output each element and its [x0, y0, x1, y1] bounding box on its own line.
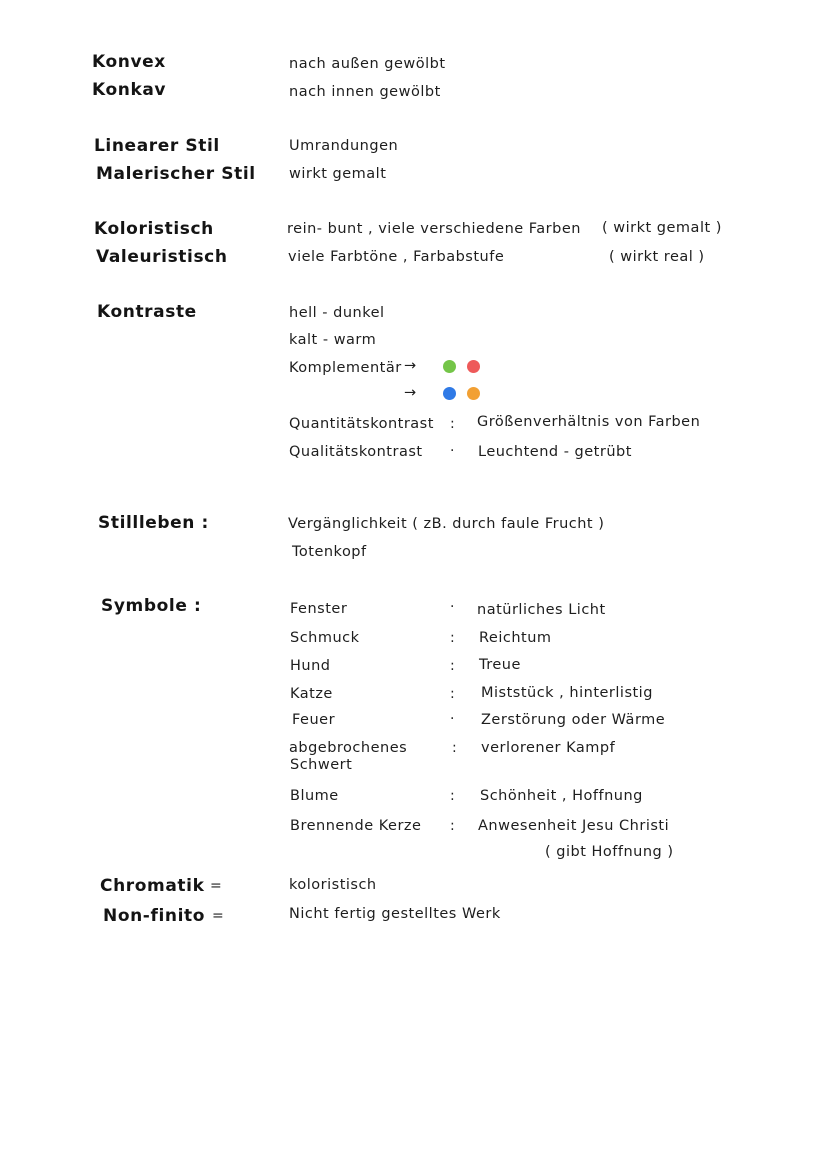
quantitaetskontrast-value: Größenverhältnis von Farben — [477, 414, 701, 430]
term-chromatik: Chromatik — [100, 876, 205, 896]
term-kontraste: Kontraste — [97, 302, 197, 322]
arrow-icon: → — [404, 385, 417, 401]
symbol-meaning-line-2: ( gibt Hoffnung ) — [545, 844, 674, 860]
qualitaetskontrast-label: Qualitätskontrast — [289, 444, 423, 460]
symbol-sep: : — [450, 686, 455, 702]
color-dot-red — [467, 360, 480, 373]
symbol-meaning: Anwesenheit Jesu Christi — [478, 818, 670, 834]
note-koloristisch: ( wirkt gemalt ) — [602, 220, 722, 236]
symbol-name: Hund — [290, 658, 331, 674]
def-konvex: nach außen gewölbt — [289, 56, 446, 72]
symbol-sep: : — [450, 818, 455, 834]
symbol-meaning: Zerstörung oder Wärme — [481, 712, 666, 728]
def-malerischer-stil: wirkt gemalt — [289, 166, 387, 182]
term-valeuristisch: Valeuristisch — [96, 247, 228, 267]
symbol-meaning: Reichtum — [479, 630, 552, 646]
symbol-meaning: natürliches Licht — [477, 602, 606, 618]
color-dot-orange — [467, 387, 480, 400]
stillleben-line-2: Totenkopf — [292, 544, 367, 560]
non-finito-sep: = — [212, 908, 224, 924]
term-linearer-stil: Linearer Stil — [94, 136, 220, 156]
term-non-finito: Non-finito — [103, 906, 206, 926]
quantitaetskontrast-sep: : — [450, 416, 455, 432]
symbol-meaning: Treue — [479, 657, 521, 673]
symbol-sep: : — [450, 658, 455, 674]
symbol-sep: : — [450, 788, 455, 804]
symbol-sep: · — [450, 599, 455, 615]
symbol-name: abgebrochenes — [289, 740, 408, 756]
symbol-meaning: verlorener Kampf — [481, 740, 616, 756]
kontrast-komplementaer: Komplementär — [289, 360, 402, 376]
note-valeuristisch: ( wirkt real ) — [609, 249, 705, 265]
term-stillleben: Stillleben : — [98, 513, 209, 533]
symbol-meaning: Schönheit , Hoffnung — [480, 788, 643, 804]
def-konkav: nach innen gewölbt — [289, 84, 441, 100]
def-koloristisch: rein- bunt , viele verschiedene Farben — [287, 221, 581, 237]
symbol-meaning: Miststück , hinterlistig — [481, 685, 653, 701]
def-linearer-stil: Umrandungen — [289, 138, 399, 154]
term-konvex: Konvex — [92, 52, 166, 72]
symbol-name-line-2: Schwert — [290, 757, 353, 773]
color-dot-blue — [443, 387, 456, 400]
term-konkav: Konkav — [92, 80, 167, 100]
arrow-icon: → — [404, 358, 417, 374]
term-koloristisch: Koloristisch — [94, 219, 214, 239]
def-non-finito: Nicht fertig gestelltes Werk — [289, 906, 501, 922]
symbol-name: Fenster — [290, 601, 348, 617]
symbol-name: Blume — [290, 788, 339, 804]
symbol-name: Schmuck — [290, 630, 360, 646]
qualitaetskontrast-value: Leuchtend - getrübt — [478, 444, 632, 460]
term-malerischer-stil: Malerischer Stil — [96, 164, 256, 184]
def-chromatik: koloristisch — [289, 877, 377, 893]
symbol-sep: : — [450, 630, 455, 646]
term-symbole: Symbole : — [101, 596, 202, 616]
symbol-sep: · — [450, 711, 455, 727]
kontrast-hell-dunkel: hell - dunkel — [289, 305, 385, 321]
color-dot-green — [443, 360, 456, 373]
def-valeuristisch: viele Farbtöne , Farbabstufe — [288, 249, 505, 265]
qualitaetskontrast-sep: · — [450, 443, 455, 459]
kontrast-kalt-warm: kalt - warm — [289, 332, 377, 348]
chromatik-sep: = — [210, 878, 222, 894]
stillleben-line-1: Vergänglichkeit ( zB. durch faule Frucht ) — [288, 516, 605, 532]
symbol-name: Katze — [290, 686, 333, 702]
quantitaetskontrast-label: Quantitätskontrast — [289, 416, 434, 432]
symbol-name: Brennende Kerze — [290, 818, 422, 834]
symbol-name: Feuer — [292, 712, 336, 728]
symbol-sep: : — [452, 740, 457, 756]
